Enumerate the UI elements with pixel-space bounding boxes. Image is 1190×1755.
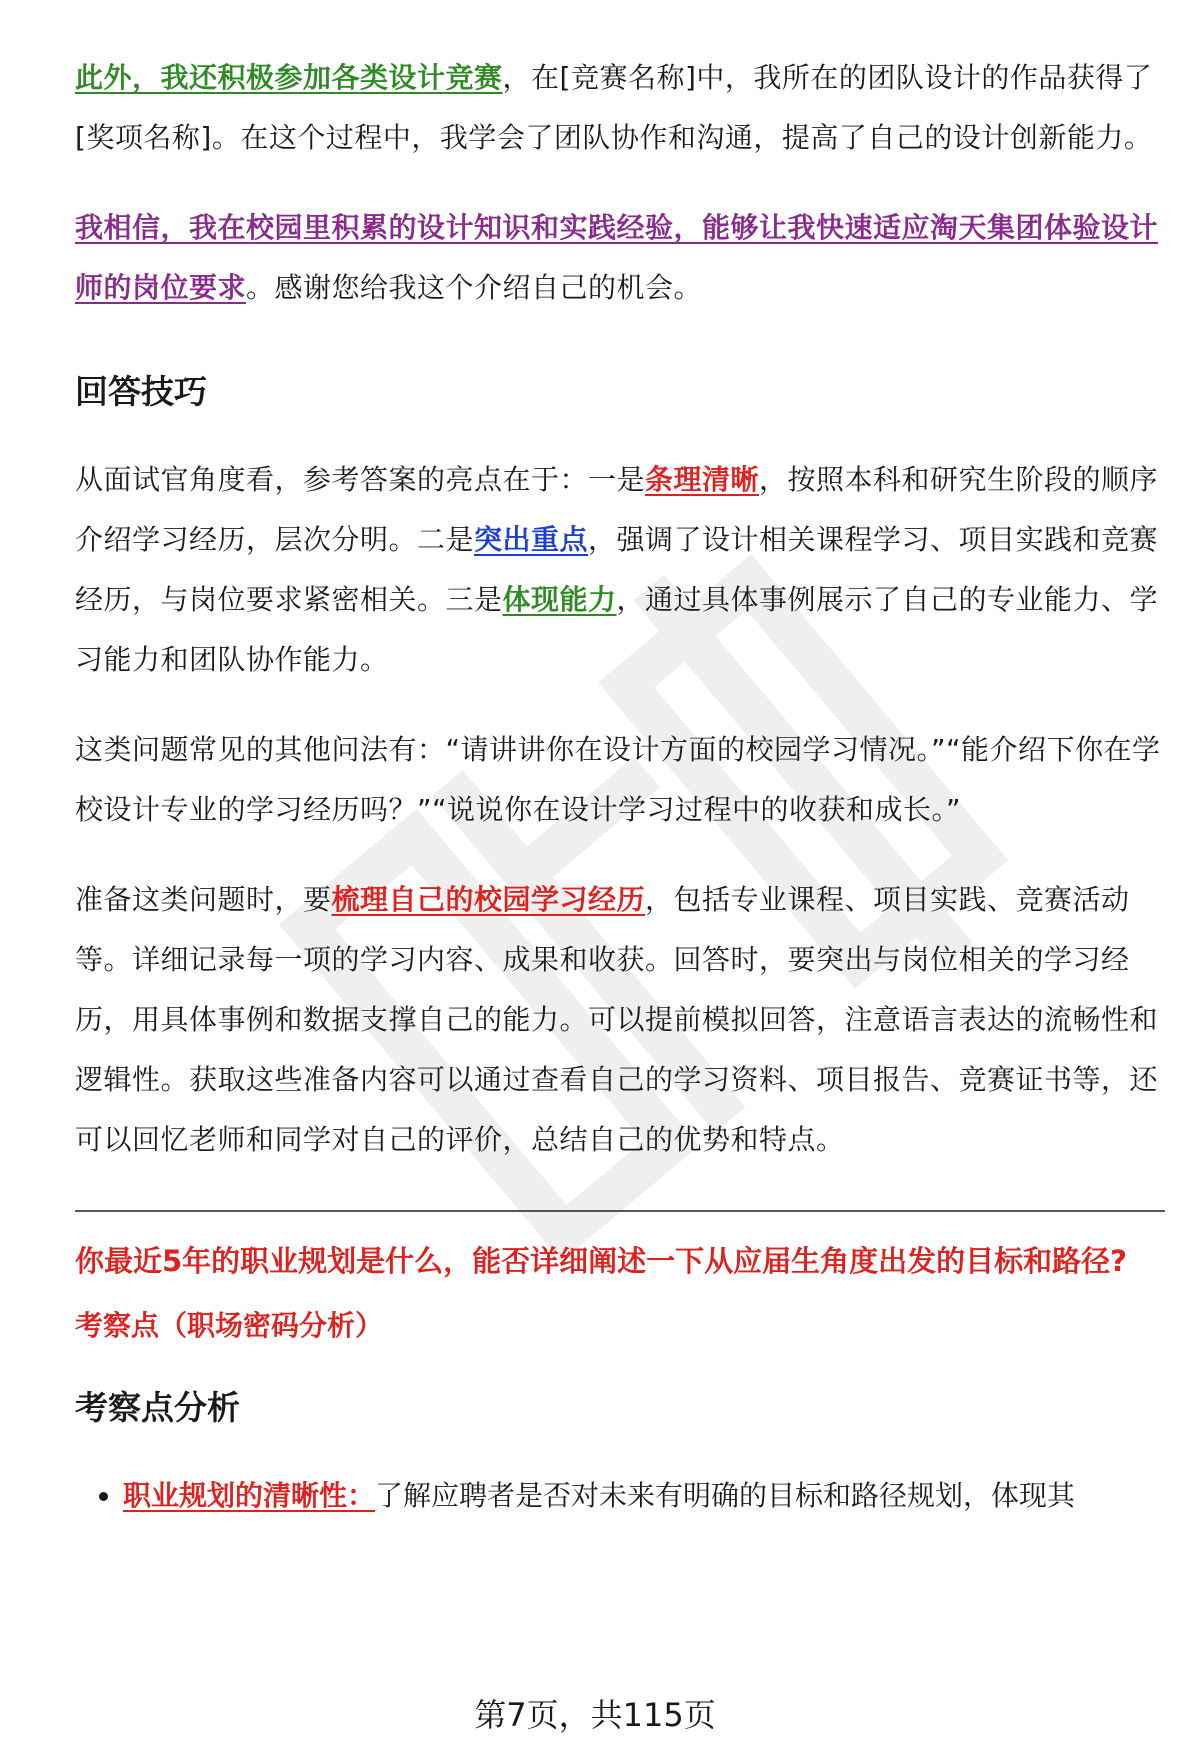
- highlight-ability: 体现能力: [502, 583, 617, 616]
- highlight-career-clarity: 职业规划的清晰性：: [123, 1479, 376, 1512]
- paragraph-highlights: [75, 450, 1165, 690]
- paragraph-text: ，在[竞赛名称]中，我所在的团队设计的作品获得了[奖项名称]。在这个过程中，我学会了团队协作和沟通，提高了自己的设计创新能力。: [75, 61, 1153, 154]
- paragraph-preparation: [75, 870, 1165, 1170]
- paragraph-text: 从面试官角度看，参考答案的亮点在于：一是: [75, 463, 646, 496]
- paragraph-text: 。感谢您给我这个介绍自己的机会。: [246, 271, 703, 304]
- highlight-competition: 此外，我还积极参加各类设计竞赛: [75, 61, 503, 94]
- paragraph-text: 准备这类问题时，要: [75, 883, 332, 916]
- assessment-subtitle: 考察点（职场密码分析）: [75, 1309, 384, 1342]
- paragraph-text: ，通过具体事例展示了自己的专业能力、学习能力和团队协作能力。: [75, 583, 1159, 676]
- list-item: [123, 1466, 1165, 1526]
- analysis-list: [75, 1466, 1165, 1526]
- section-title-tips: 回答技巧: [75, 372, 207, 411]
- paragraph-competition: [75, 48, 1165, 168]
- paragraph-text: ，强调了设计相关课程学习、项目实践和竞赛经历，与岗位要求紧密相关。三是: [75, 523, 1159, 616]
- paragraph-closing: [75, 198, 1165, 318]
- highlight-campus-experience: 梳理自己的校园学习经历: [331, 883, 646, 916]
- paragraph-other-questions: 这类问题常见的其他问法有：“请讲讲你在设计方面的校园学习情况。”“能介绍下你在学校设计专业的学习经历吗？”“说说你在设计学习过程中的收获和成长。”: [75, 733, 1161, 826]
- highlight-clear-structure: 条理清晰: [645, 463, 760, 496]
- section-title-analysis: 考察点分析: [75, 1388, 240, 1427]
- paragraph-text: 了解应聘者是否对未来有明确的目标和路径规划，体现其: [375, 1479, 1076, 1512]
- page-number: 第7页，共115页: [474, 1696, 716, 1734]
- section-divider: [75, 1210, 1165, 1212]
- document-page: [75, 48, 1165, 1526]
- interview-question: 你最近5年的职业规划是什么，能否详细阐述一下从应届生角度出发的目标和路径?: [75, 1244, 1128, 1278]
- highlight-focus: 突出重点: [474, 523, 589, 556]
- highlight-closing: 我相信，我在校园里积累的设计知识和实践经验，能够让我快速适应淘天集团体验设计师的岗位要求: [75, 211, 1159, 304]
- paragraph-text: ，包括专业课程、项目实践、竞赛活动等。详细记录每一项的学习内容、成果和收获。回答时，要突出与岗位相关的学习经历，用具体事例和数据支撑自己的能力。可以提前模拟回答，注意语言表达的流畅性和逻辑性。获取这些准备内容可以通过查看自己的学习资料、项目报告、竞赛证书等，还可以回忆老师和同学对自己的评价，总结自己的优势和特点。: [75, 883, 1159, 1156]
- paragraph-text: ，按照本科和研究生阶段的顺序介绍学习经历，层次分明。二是: [75, 463, 1159, 556]
